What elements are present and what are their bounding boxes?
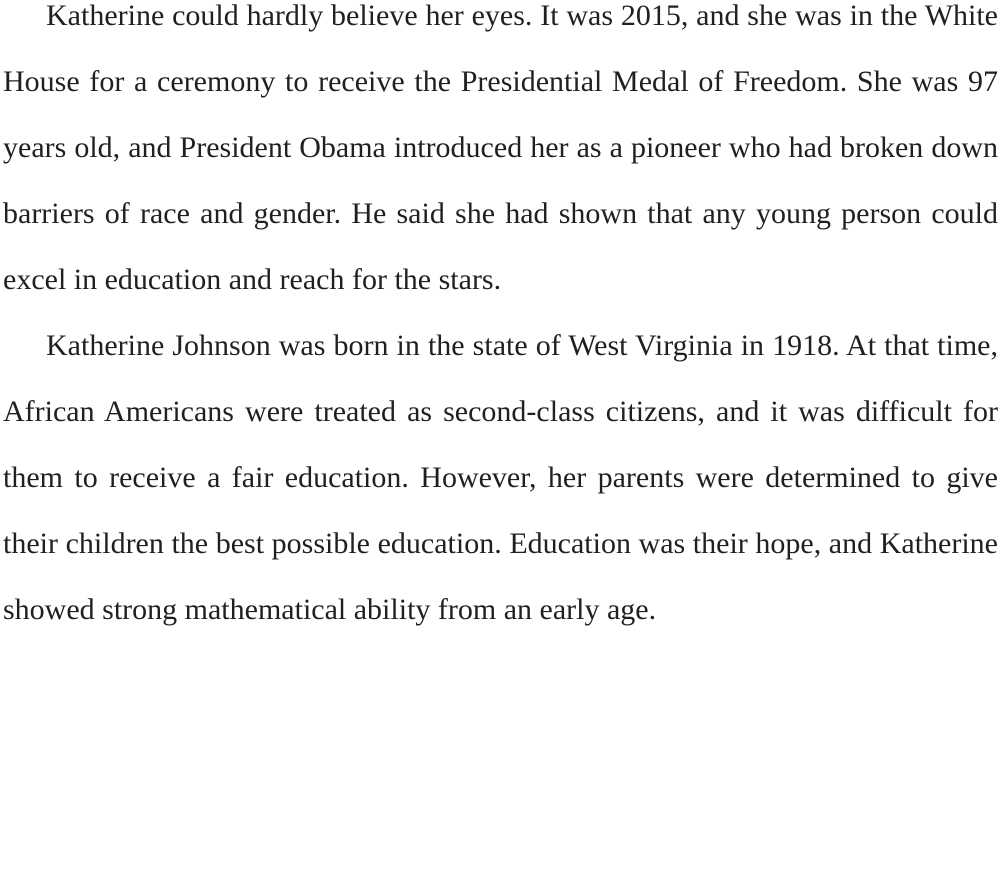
paragraph-presidential-medal: Katherine could hardly believe her eyes. It was 2015, and she was in the White House for a ceremony to receive the Presidential Medal of Freedom. She was 97 years old, and President Obama introduced her as a pioneer who had broken down barriers of race and gender. He said she had shown that any young person could excel in education and reach for the stars. (3, 0, 998, 296)
paragraph-early-life: Katherine Johnson was born in the state of West Virginia in 1918. At that time, African Americans were treated as second-class citizens, and it was difficult for them to receive a fair education. However, her parents were determined to give their children the best possible education. Education was their hope, and Katherine showed strong mathematical ability from an early age. (3, 329, 998, 626)
document-page (3, 0, 998, 660)
